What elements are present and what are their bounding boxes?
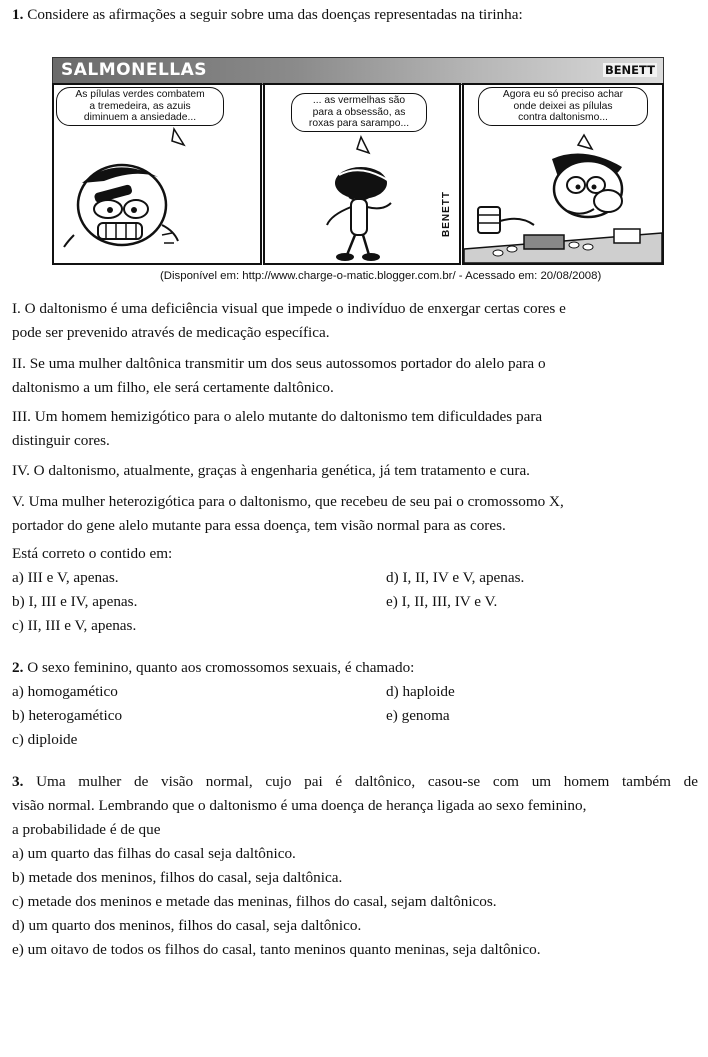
question-1-number: 1.	[12, 6, 24, 23]
bubble-1-line-3: diminuem a ansiedade...	[83, 112, 197, 123]
q3-option-a[interactable]: a) um quarto das filhas do casal seja daltônico.	[12, 845, 296, 862]
q3-option-d[interactable]: d) um quarto dos meninos, filhos do casal, seja daltônico.	[12, 917, 362, 934]
statement-3-line-1: III. Um homem hemizigótico para o alelo mutante do daltonismo tem dificuldades para	[12, 408, 543, 425]
statement-5-line-2: portador do gene alelo mutante para essa doença, tem visão normal para as cores.	[12, 517, 506, 534]
question-3-prompt-line-1: Uma mulher de visão normal, cujo pai é daltônico, casou-se com um homem também de	[36, 773, 698, 790]
comic-header	[52, 57, 664, 85]
bubble-3-line-3: contra daltonismo...	[518, 112, 608, 123]
q2-option-e[interactable]: e) genoma	[386, 707, 450, 724]
bubble-2-line-2: para a obsessão, as	[312, 106, 406, 118]
bubble-3-line-2: onde deixei as pílulas	[513, 100, 613, 112]
statement-5	[12, 490, 698, 538]
character-illustration-1	[54, 85, 260, 263]
question-2-heading	[12, 659, 414, 677]
statement-1-line-2: pode ser prevenido através de medicação específica.	[12, 324, 330, 341]
comic-panel-2	[263, 83, 461, 265]
q1-option-c[interactable]: c) II, III e V, apenas.	[12, 617, 137, 634]
question-1-heading	[12, 6, 523, 24]
statement-5-line-1: V. Uma mulher heterozigótica para o daltonismo, que recebeu de seu pai o cromossomo X,	[12, 493, 564, 510]
question-2-number: 2.	[12, 659, 24, 676]
statement-4	[12, 459, 698, 483]
bubble-1-line-1: As pílulas verdes combatem	[75, 89, 205, 100]
q2-option-b[interactable]: b) heterogamético	[12, 707, 123, 724]
q2-option-d[interactable]: d) haploide	[386, 683, 455, 700]
statement-2	[12, 352, 698, 400]
q1-option-d[interactable]: d) I, II, IV e V, apenas.	[386, 569, 525, 586]
statement-1-line-1: I. O daltonismo é uma deficiência visual que impede o indivíduo de enxergar certas cores e	[12, 300, 566, 317]
character-illustration-3	[464, 85, 662, 263]
comic-panel-1	[52, 83, 262, 265]
question-3-number: 3.	[12, 773, 24, 790]
question-1-prompt: Considere as afirmações a seguir sobre uma das doenças representadas na tirinha:	[27, 6, 523, 23]
q1-option-a[interactable]: a) III e V, apenas.	[12, 569, 119, 586]
q1-option-b[interactable]: b) I, III e IV, apenas.	[12, 593, 138, 610]
comic-author: BENETT	[604, 63, 655, 77]
q3-option-e[interactable]: e) um oitavo de todos os filhos do casal, tanto meninos quanto meninas, seja daltônico.	[12, 941, 541, 958]
comic-title: SALMONELLAS	[61, 60, 208, 80]
answer-lead: Está correto o contido em:	[12, 545, 173, 562]
bubble-1-line-2: a tremedeira, as azuis	[89, 100, 191, 112]
q3-option-c[interactable]: c) metade dos meninos e metade das meninas, filhos do casal, sejam daltônicos.	[12, 893, 497, 910]
statement-2-line-2: daltonismo a um filho, ele será certamente daltônico.	[12, 379, 334, 396]
statement-2-line-1: II. Se uma mulher daltônica transmitir um dos seus autossomos portador do alelo para o	[12, 355, 546, 372]
question-2-prompt: O sexo feminino, quanto aos cromossomos sexuais, é chamado:	[27, 659, 415, 676]
q1-option-e[interactable]: e) I, II, III, IV e V.	[386, 593, 498, 610]
comic-signature: BENETT	[441, 191, 452, 237]
character-illustration-2	[265, 85, 459, 263]
statement-1	[12, 297, 698, 345]
comic-strip	[52, 57, 664, 269]
comic-source-caption: (Disponível em: http://www.charge-o-matic.blogger.com.br/ - Acessado em: 20/08/2008)	[160, 270, 602, 282]
bubble-3-line-1: Agora eu só preciso achar	[502, 89, 624, 100]
bubble-2-line-3: roxas para sarampo...	[308, 118, 410, 129]
comic-panel-3	[462, 83, 664, 265]
q2-option-c[interactable]: c) diploide	[12, 731, 78, 748]
question-3-line-1	[12, 773, 698, 791]
question-3-prompt-line-2: visão normal. Lembrando que o daltonismo é uma doença de herança ligada ao sexo feminino,	[12, 797, 587, 814]
q3-option-b[interactable]: b) metade dos meninos, filhos do casal, seja daltônica.	[12, 869, 343, 886]
question-3-prompt-line-3: a probabilidade é de que	[12, 821, 161, 838]
bubble-2-line-1: ... as vermelhas são	[312, 95, 406, 106]
statement-3	[12, 405, 698, 453]
q2-option-a[interactable]: a) homogamético	[12, 683, 118, 700]
statement-3-line-2: distinguir cores.	[12, 432, 110, 449]
statement-4-line-1: IV. O daltonismo, atualmente, graças à engenharia genética, já tem tratamento e cura.	[12, 462, 530, 479]
